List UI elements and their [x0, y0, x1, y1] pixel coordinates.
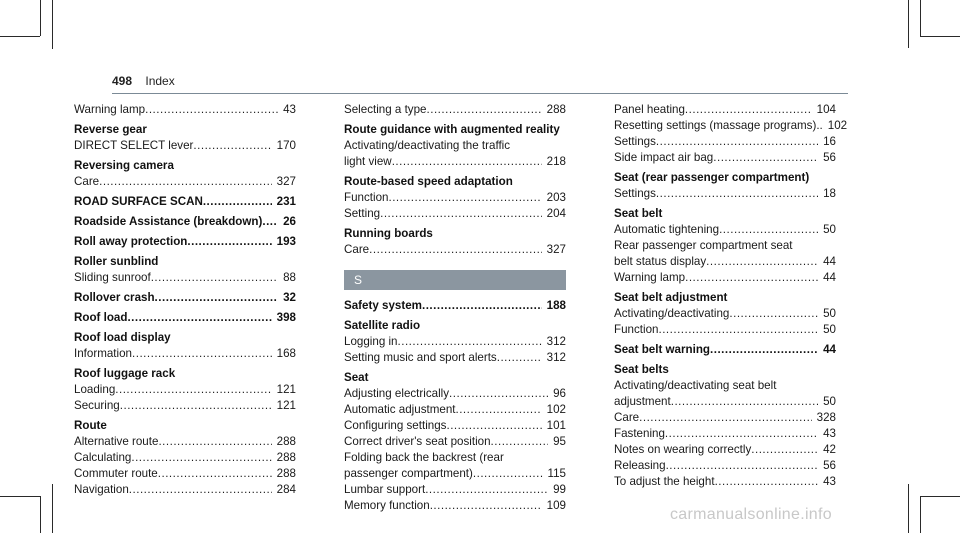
dot-leader: [388, 190, 541, 206]
entry-term: Warning lamp: [74, 103, 146, 116]
dot-leader: [422, 298, 542, 314]
index-subentry: [74, 102, 296, 118]
dot-leader: [392, 154, 542, 170]
dot-leader: [666, 458, 819, 474]
page-reference: 312: [546, 335, 566, 348]
page-reference: 43: [823, 475, 836, 488]
entry-term: Sliding sunroof: [74, 271, 151, 284]
index-subentry: [74, 398, 296, 414]
entry-term: Care: [614, 411, 640, 424]
dot-leader: [719, 222, 818, 238]
section-letter-header: S: [344, 270, 566, 290]
index-heading: Running boards: [344, 227, 433, 240]
index-heading: [74, 194, 296, 210]
index-subentry: [614, 222, 836, 238]
crop-mark: [52, 484, 53, 533]
entry-term: Panel heating: [614, 103, 685, 116]
entry-term: Memory function: [344, 499, 430, 512]
page-reference: 102: [827, 119, 848, 132]
index-subentry: [74, 434, 296, 450]
entry-term: Function: [614, 323, 659, 336]
entry-term: Function: [344, 191, 389, 204]
entry-term: Care: [344, 243, 370, 256]
entry-term: Resetting settings (massage programs)..: [614, 119, 823, 132]
page-reference: 50: [823, 323, 836, 336]
dot-leader: [151, 270, 278, 286]
index-subentry: [344, 206, 566, 222]
index-subentry: [614, 254, 836, 270]
index-heading: [74, 214, 296, 230]
page-reference: 16: [823, 135, 836, 148]
page-reference: 26: [283, 215, 296, 228]
dot-leader: [380, 206, 542, 222]
index-subentry: [344, 466, 566, 482]
page-reference: 288: [546, 103, 566, 116]
index-heading: [614, 342, 836, 358]
dot-leader: [131, 450, 271, 466]
dot-leader: [203, 194, 272, 210]
index-subentry: [344, 402, 566, 418]
crop-mark: [52, 0, 53, 48]
index-subentry: [74, 382, 296, 398]
index-subentry: [344, 498, 566, 514]
index-subentry-line: Folding back the backrest (rear: [344, 451, 504, 464]
dot-leader: [491, 434, 549, 450]
index-subentry: [344, 386, 566, 402]
index-heading: Seat belts: [614, 363, 669, 376]
watermark-text: carmanualsonline.info: [670, 506, 832, 523]
dot-leader: [729, 306, 818, 322]
index-heading: Route guidance with augmented reality: [344, 123, 560, 136]
page-reference: 88: [283, 271, 296, 284]
dot-leader: [120, 398, 272, 414]
page-reference: 327: [276, 175, 296, 188]
index-subentry: [344, 350, 566, 366]
index-heading: [344, 298, 566, 314]
index-heading: Roller sunblind: [74, 255, 159, 268]
dot-leader: [425, 482, 548, 498]
entry-term: Care: [74, 175, 100, 188]
page-reference: 32: [283, 291, 296, 304]
page-reference: 56: [823, 459, 836, 472]
index-subentry: [344, 154, 566, 170]
dot-leader: [665, 426, 818, 442]
index-subentry: [344, 242, 566, 258]
page-reference: 328: [816, 411, 836, 424]
index-subentry: [614, 186, 836, 202]
index-subentry: [614, 322, 836, 338]
index-subentry: [344, 334, 566, 350]
index-heading: [74, 234, 296, 250]
entry-term: Fastening: [614, 427, 665, 440]
page-reference: 312: [546, 351, 566, 364]
page-reference: 115: [547, 467, 566, 480]
index-subentry: [614, 410, 836, 426]
entry-term: Settings: [614, 187, 656, 200]
index-heading: Route: [74, 419, 107, 432]
entry-term: adjustment: [614, 395, 671, 408]
dot-leader: [751, 442, 818, 458]
index-subentry: [614, 458, 836, 474]
page-reference: 42: [823, 443, 836, 456]
index-subentry: [614, 118, 848, 134]
index-heading: Roof luggage rack: [74, 367, 176, 380]
dot-leader: [430, 498, 542, 514]
index-heading: Satellite radio: [344, 319, 421, 332]
page-reference: 188: [546, 299, 566, 312]
dot-leader: [473, 466, 543, 482]
dot-leader: [658, 322, 818, 338]
entry-term: Configuring settings: [344, 419, 447, 432]
entry-term: Selecting a type: [344, 103, 427, 116]
entry-term: belt status display: [614, 255, 707, 268]
page-reference: 95: [553, 435, 566, 448]
page-reference: 121: [276, 383, 296, 396]
index-subentry: [614, 306, 836, 322]
index-heading: [74, 290, 296, 306]
dot-leader: [710, 342, 818, 358]
page-reference: 44: [823, 255, 836, 268]
index-subentry: [344, 190, 566, 206]
index-column-1: [74, 102, 296, 498]
dot-leader: [155, 290, 279, 306]
entry-term: Rollover crash: [74, 291, 155, 304]
index-subentry-line: Activating/deactivating seat belt: [614, 379, 777, 392]
dot-leader: [685, 270, 818, 286]
entry-term: Warning lamp: [614, 271, 686, 284]
entry-term: Roll away protection: [74, 235, 188, 248]
page-reference: 203: [546, 191, 566, 204]
page-reference: 43: [283, 103, 296, 116]
dot-leader: [706, 254, 818, 270]
crop-mark: [0, 496, 40, 497]
dot-leader: [145, 102, 278, 118]
index-heading: Seat (rear passenger compartment): [614, 171, 810, 184]
page-reference: 288: [276, 451, 296, 464]
entry-term: Seat belt warning: [614, 343, 710, 356]
index-subentry: [614, 474, 836, 490]
entry-term: To adjust the height: [614, 475, 715, 488]
dot-leader: [656, 186, 818, 202]
page-reference: 50: [823, 395, 836, 408]
index-heading: Route-based speed adaptation: [344, 175, 513, 188]
index-subentry-line: Rear passenger compartment seat: [614, 239, 793, 252]
page-reference: 327: [546, 243, 566, 256]
dot-leader: [158, 466, 272, 482]
index-subentry: [344, 434, 566, 450]
index-column-3: [614, 102, 848, 490]
index-heading: Roof load display: [74, 331, 171, 344]
crop-mark: [920, 36, 960, 37]
page-reference: 96: [553, 387, 566, 400]
index-heading: Reversing camera: [74, 159, 174, 172]
entry-term: Correct driver's seat position: [344, 435, 491, 448]
index-subentry: [614, 426, 836, 442]
page-title: Index: [145, 74, 175, 88]
page-number: 498: [112, 74, 133, 88]
dot-leader: [129, 482, 272, 498]
page-reference: 121: [276, 399, 296, 412]
dot-leader: [497, 350, 542, 366]
index-subentry: [614, 270, 836, 286]
page-reference: 50: [823, 307, 836, 320]
crop-mark: [908, 484, 909, 533]
entry-term: Alternative route: [74, 435, 159, 448]
index-subentry: [74, 346, 296, 362]
dot-leader: [713, 150, 818, 166]
page-reference: 170: [276, 139, 296, 152]
crop-mark: [40, 496, 41, 533]
dot-leader: [369, 242, 542, 258]
page-reference: 288: [276, 435, 296, 448]
entry-term: Roof load: [74, 311, 128, 324]
page-reference: 193: [276, 235, 296, 248]
page-reference: 43: [823, 427, 836, 440]
entry-term: Setting: [344, 207, 381, 220]
index-subentry: [74, 270, 296, 286]
index-subentry: [74, 466, 296, 482]
index-subentry: [74, 482, 296, 498]
index-subentry: [614, 102, 836, 118]
page-header: [112, 74, 175, 88]
entry-term: Information: [74, 347, 132, 360]
entry-term: Automatic tightening: [614, 223, 720, 236]
page-reference: 231: [276, 195, 296, 208]
dot-leader: [262, 214, 278, 230]
dot-leader: [715, 474, 819, 490]
crop-mark: [52, 48, 53, 49]
crop-mark: [0, 36, 40, 37]
page-reference: 44: [823, 271, 836, 284]
page-reference: 18: [823, 187, 836, 200]
index-subentry: [614, 442, 836, 458]
page-reference: 204: [546, 207, 566, 220]
dot-leader: [446, 418, 541, 434]
dot-leader: [132, 346, 272, 362]
page-reference: 168: [276, 347, 296, 360]
index-heading: Seat belt: [614, 207, 663, 220]
index-subentry: [74, 450, 296, 466]
index-subentry: [614, 150, 836, 166]
index-subentry-line: Activating/deactivating the traffic: [344, 139, 511, 152]
entry-term: Side impact air bag: [614, 151, 714, 164]
dot-leader: [427, 102, 542, 118]
entry-term: Loading: [74, 383, 116, 396]
index-column-2: [344, 102, 566, 514]
dot-leader: [187, 234, 271, 250]
page-reference: 56: [823, 151, 836, 164]
page-reference: 398: [276, 311, 296, 324]
entry-term: Securing: [74, 399, 120, 412]
entry-term: Adjusting electrically: [344, 387, 450, 400]
entry-term: Automatic adjustment: [344, 403, 456, 416]
dot-leader: [158, 434, 271, 450]
entry-term: Calculating: [74, 451, 132, 464]
page-reference: 44: [823, 343, 836, 356]
page-reference: 109: [546, 499, 566, 512]
dot-leader: [115, 382, 271, 398]
page-reference: 288: [276, 467, 296, 480]
dot-leader: [398, 334, 542, 350]
index-subentry: [344, 102, 566, 118]
dot-leader: [193, 138, 271, 154]
entry-term: Lumbar support: [344, 483, 426, 496]
page-reference: 99: [553, 483, 566, 496]
entry-term: Settings: [614, 135, 656, 148]
crop-mark: [920, 496, 921, 533]
page-reference: 218: [546, 155, 566, 168]
index-subentry: [344, 418, 566, 434]
dot-leader: [127, 310, 271, 326]
crop-mark: [920, 0, 921, 36]
dot-leader: [656, 134, 818, 150]
entry-term: Releasing: [614, 459, 666, 472]
entry-term: Notes on wearing correctly: [614, 443, 752, 456]
entry-term: passenger compartment): [344, 467, 473, 480]
page-reference: 50: [823, 223, 836, 236]
entry-term: DIRECT SELECT lever: [74, 139, 194, 152]
dot-leader: [99, 174, 272, 190]
crop-mark: [40, 0, 41, 36]
entry-term: light view: [344, 155, 392, 168]
index-heading: Seat belt adjustment: [614, 291, 728, 304]
entry-term: ROAD SURFACE SCAN: [74, 195, 203, 208]
entry-term: Roadside Assistance (breakdown): [74, 215, 263, 228]
crop-mark: [920, 496, 960, 497]
entry-term: Setting music and sport alerts: [344, 351, 497, 364]
dot-leader: [671, 394, 818, 410]
dot-leader: [455, 402, 541, 418]
page-reference: 104: [816, 103, 836, 116]
entry-term: Safety system: [344, 299, 422, 312]
page-reference: 102: [546, 403, 566, 416]
index-heading: [74, 310, 296, 326]
index-heading: Seat: [344, 371, 369, 384]
entry-term: Logging in: [344, 335, 398, 348]
entry-term: Commuter route: [74, 467, 158, 480]
dot-leader: [685, 102, 812, 118]
header-rule: [112, 93, 848, 94]
index-heading: Reverse gear: [74, 123, 147, 136]
index-subentry: [614, 394, 836, 410]
dot-leader: [639, 410, 812, 426]
entry-term: Activating/deactivating: [614, 307, 730, 320]
page-reference: 284: [276, 483, 296, 496]
index-subentry: [614, 134, 836, 150]
index-subentry: [344, 482, 566, 498]
dot-leader: [449, 386, 548, 402]
entry-term: Navigation: [74, 483, 129, 496]
page-reference: 101: [546, 419, 566, 432]
index-subentry: [74, 174, 296, 190]
crop-mark: [908, 0, 909, 48]
index-subentry: [74, 138, 296, 154]
